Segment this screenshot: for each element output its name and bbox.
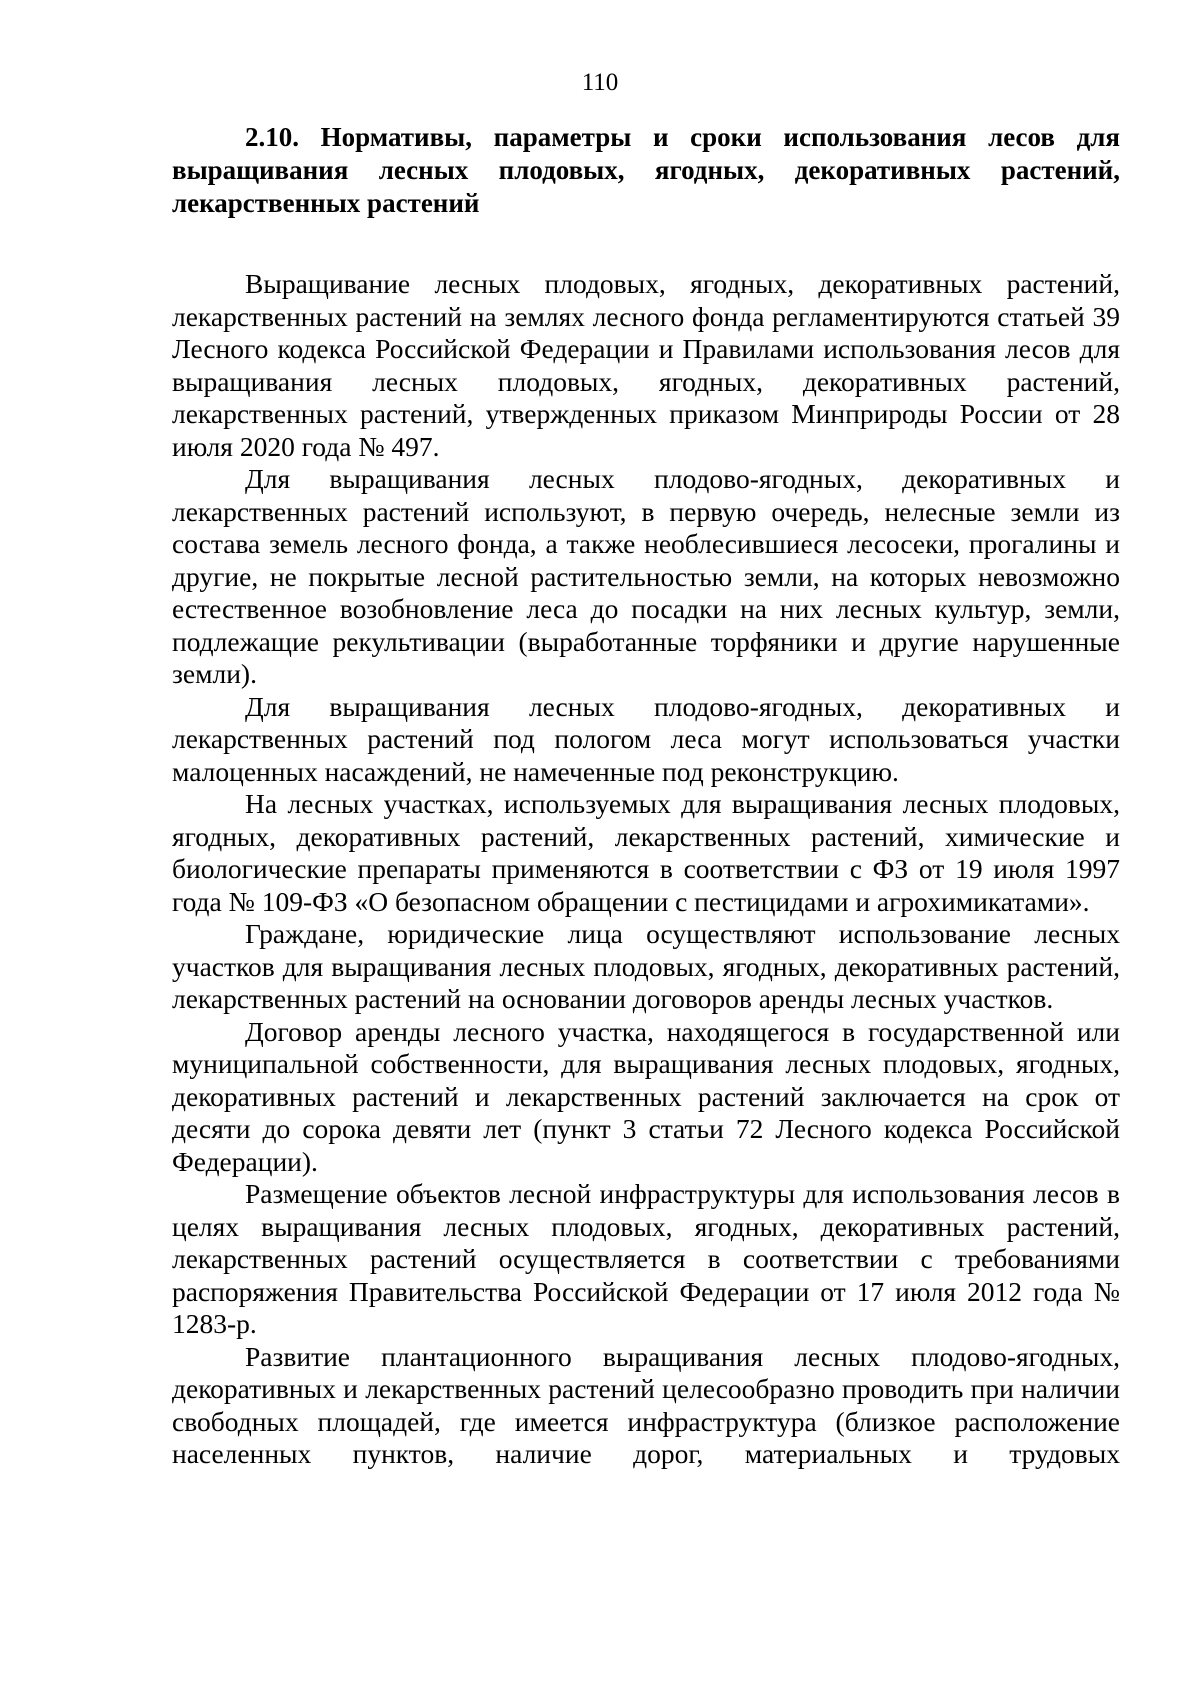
page-number: 110 [581,69,619,96]
paragraph: Размещение объектов лесной инфраструктуры для использования лесов в целях выращивания лесных плодовых, ягодных, декоративных растений, лекарственных растений осуществляется в соответствии с требованиями распоряжения Правительства Российской Федерации от 17 июля 2012 года № 1283-р. [172,1178,1120,1339]
paragraph: Граждане, юридические лица осуществляют использование лесных участков для выращивания лесных плодовых, ягодных, декоративных растений, лекарственных растений на основании договоров аренды лесных участков. [172,918,1120,1014]
paragraph-continued: Развитие плантационного выращивания лесных плодово-ягодных, декоративных и лекарственных растений целесообразно проводить при наличии свободных площадей, где имеется инфраструктура (близкое расположение населенных пунктов, наличие дорог, материальных и трудовых [172,1340,1120,1469]
body-text [172,268,1120,1471]
paragraph: Выращивание лесных плодовых, ягодных, декоративных растений, лекарственных растений на землях лесного фонда регламентируются статьей 39 Лесного кодекса Российской Федерации и Правилами использования лесов для выращивания лесных плодовых, ягодных, декоративных растений, лекарственных растений, утвержденных приказом Минприроды России от 28 июля 2020 года № 497. [172,268,1120,462]
paragraph: Договор аренды лесного участка, находящегося в государственной или муниципальной собственности, для выращивания лесных плодовых, ягодных, декоративных растений и лекарственных растений заключается на срок от десяти до сорока девяти лет (пункт 3 статьи 72 Лесного кодекса Российской Федерации). [172,1015,1120,1177]
paragraph: На лесных участках, используемых для выращивания лесных плодовых, ягодных, декоративных растений, лекарственных растений, химические и биологические препараты применяются в соответствии с ФЗ от 19 июля 1997 года № 109-ФЗ «О безопасном обращении с пестицидами и агрохимикатами». [172,788,1120,917]
section-heading: 2.10. Нормативы, параметры и сроки использования лесов для выращивания лесных плодовых, ягодных, декоративных растений, лекарственных растений [172,122,1120,218]
paragraph: Для выращивания лесных плодово-ягодных, декоративных и лекарственных растений под пологом леса могут использоваться участки малоценных насаждений, не намеченные под реконструкцию. [172,690,1120,787]
paragraph: Для выращивания лесных плодово-ягодных, декоративных и лекарственных растений используют, в первую очередь, нелесные земли из состава земель лесного фонда, а также необлесившиеся лесосеки, прогалины и другие, не покрытые лесной растительностью земли, на которых невозможно естественное возобновление леса до посадки на них лесных культур, земли, подлежащие рекультивации (выработанные торфяники и другие нарушенные земли). [172,463,1120,689]
page-content [172,121,1120,1471]
